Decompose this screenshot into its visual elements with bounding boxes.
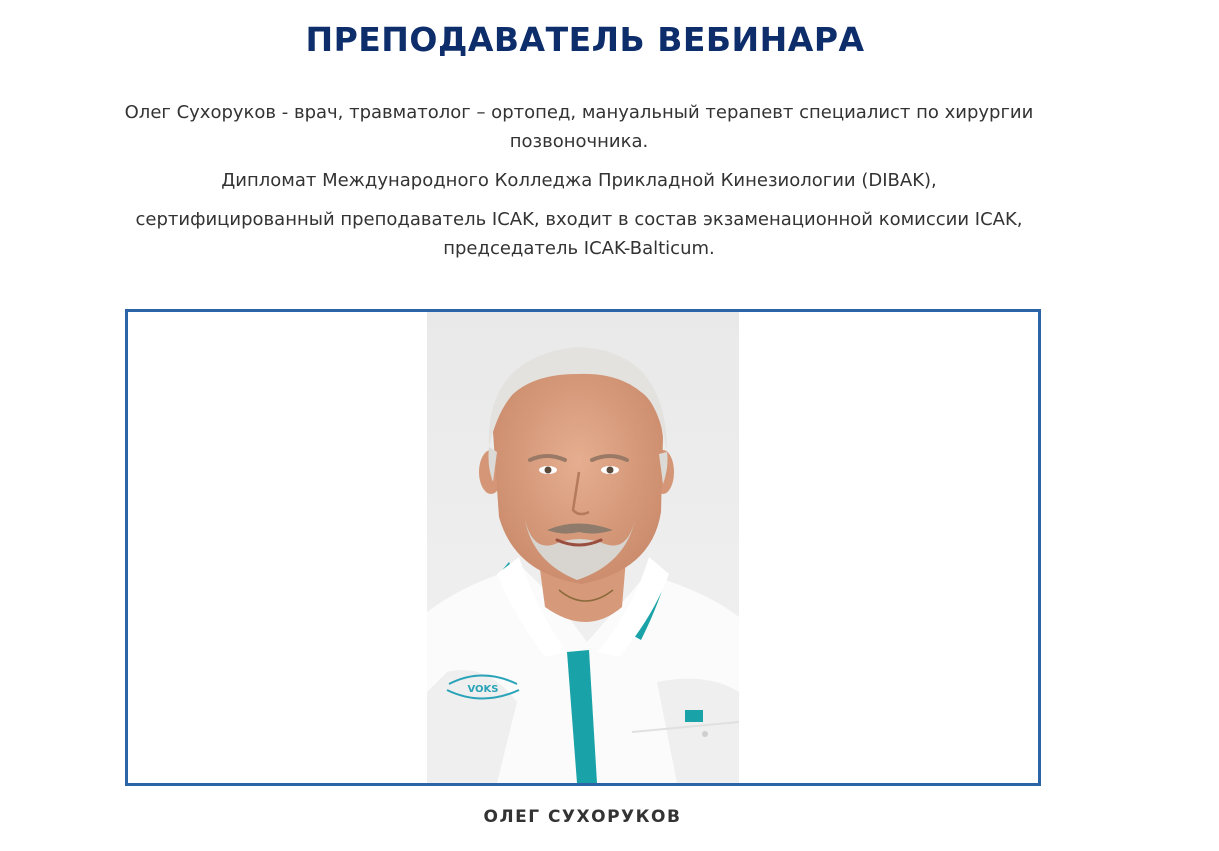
teacher-name: ОЛЕГ СУХОРУКОВ <box>483 807 682 827</box>
teacher-photo-frame <box>125 309 1041 786</box>
bio-paragraph-2: Дипломат Международного Колледжа Прикладной Кинезиологии (DIBAK), <box>221 170 937 191</box>
bio-paragraph-1: Олег Сухоруков - врач, травматолог – ортопед, мануальный терапевт специалист по хирургии позвоночника. <box>124 102 1034 152</box>
section-title: ПРЕПОДАВАТЕЛЬ ВЕБИНАРА <box>305 20 865 59</box>
teacher-photo <box>427 312 739 783</box>
teacher-bio <box>120 98 1038 273</box>
voks-logo-text: VOKS <box>467 684 499 695</box>
bio-paragraph-3: сертифицированный преподаватель ICAK, входит в состав экзаменационной комиссии ICAK, председатель ICAK-Balticum. <box>135 209 1023 259</box>
